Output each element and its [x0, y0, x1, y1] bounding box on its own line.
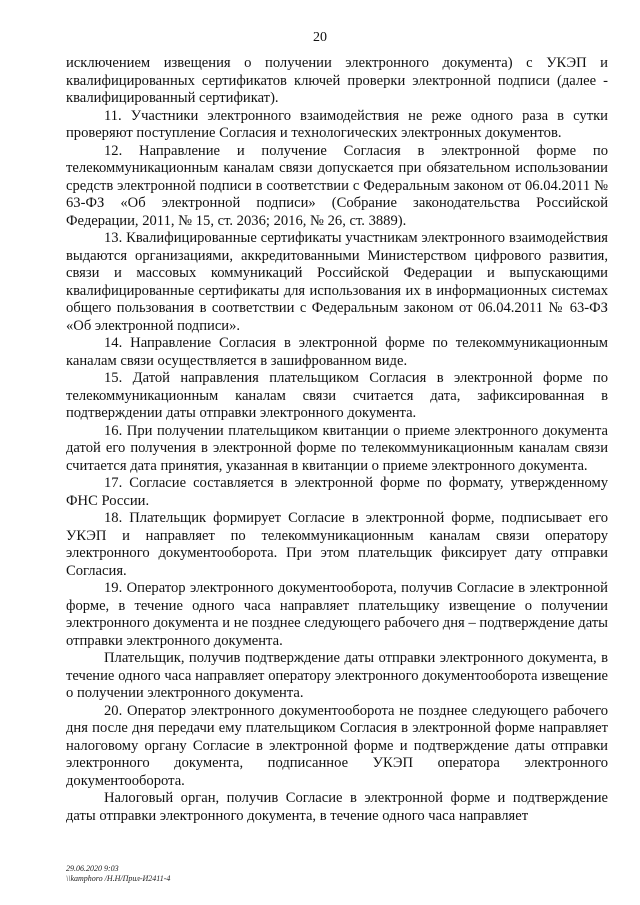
page-number: 20 [313, 30, 327, 45]
footer-file-path: \\kamphoro /Н.Н/Прил-И2411-4 [66, 874, 171, 883]
paragraph-17: 17. Согласие составляется в электронной форме по формату, утвержденному ФНС России. [66, 475, 608, 509]
paragraph-11: 11. Участники электронного взаимодействия не реже одного раза в сутки проверяют поступление Согласия и технологических электронных документов. [66, 107, 608, 141]
paragraph-14: 14. Направление Согласия в электронной форме по телекоммуникационным каналам связи осуществляется в зашифрованном виде. [66, 335, 608, 369]
paragraph-15: 15. Датой направления плательщиком Согласия в электронной форме по телекоммуникационным каналам связи считается дата, зафиксированная в подтверждении даты отправки электронного документа. [66, 370, 608, 421]
paragraph-18: 18. Плательщик формирует Согласие в электронной форме, подписывает его УКЭП и направляет по телекоммуникационным каналам связи оператору электронного документооборота. При этом плательщик фиксирует дату отправки Согласия. [66, 510, 608, 579]
paragraph-20: 20. Оператор электронного документооборота не позднее следующего рабочего дня после дня передачи ему плательщиком Согласия в электронной форме направляет налоговому органу Согласие в электронной форме и подтверждение даты отправки электронного документа, подписанное УКЭП оператора электронного документооборота. [66, 702, 608, 789]
footer-stamp [66, 864, 170, 884]
paragraph-20-tax-authority: Налоговый орган, получив Согласие в электронной форме и подтверждение даты отправки электронного документа, в течение одного часа направляет [66, 790, 608, 824]
footer-timestamp: 29.06.2020 9:03 [66, 864, 119, 873]
paragraph-12: 12. Направление и получение Согласия в электронной форме по телекоммуникационным каналам связи допускается при обязательном использовании средств электронной подписи в соответствии с Федеральным законом от 06.04.2011 № 63-ФЗ «Об электронной подписи» (Собрание законодательства Российской Федерации, 2011, № 15, ст. 2036; 2016, № 26, ст. 3889). [66, 142, 608, 229]
document-body [66, 55, 608, 825]
paragraph-13: 13. Квалифицированные сертификаты участникам электронного взаимодействия выдаются организациями, аккредитованными Министерством цифрового развития, связи и массовых коммуникаций Российской Федерации и выпускающими квалифицированные сертификаты для использования их в информационных системах общего пользования в соответствии с Федеральным законом от 06.04.2011 № 63-ФЗ «Об электронной подписи». [66, 230, 608, 334]
paragraph-16: 16. При получении плательщиком квитанции о приеме электронного документа датой его получения в электронной форме по телекоммуникационным каналам связи считается дата принятия, указанная в квитанции о приеме электронного документа. [66, 422, 608, 474]
paragraph-19: 19. Оператор электронного документооборота, получив Согласие в электронной форме, в течение одного часа направляет плательщику извещение о получении электронного документа и не позднее следующего рабочего дня – подтверждение даты отправки электронного документа. [66, 580, 608, 649]
paragraph-19-payer: Плательщик, получив подтверждение даты отправки электронного документа, в течение одного часа направляет оператору электронного документооборота извещение о получении электронного документа. [66, 650, 608, 701]
paragraph-continuation: исключением извещения о получении электронного документа) с УКЭП и квалифицированных сертификатов ключей проверки электронной подписи (далее - квалифицированный сертификат). [66, 55, 608, 106]
